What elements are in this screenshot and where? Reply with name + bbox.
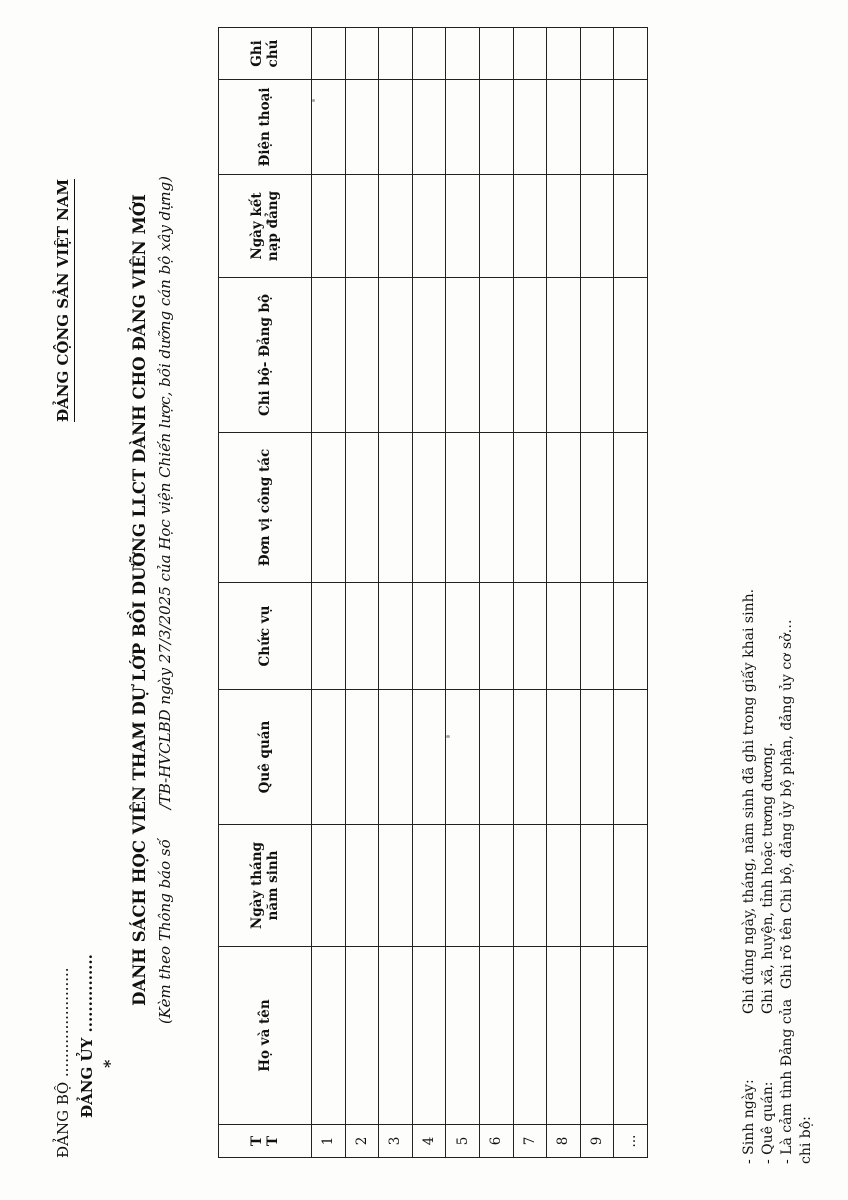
empty-cell	[412, 175, 446, 278]
empty-cell	[345, 947, 379, 1125]
subtitle-right: /TB-HVCLBD ngày 27/3/2025 của Học viện Chiến lược, bồi dưỡng cán bộ xây dựng)	[156, 175, 174, 810]
empty-cell	[345, 278, 379, 433]
student-list-table	[218, 27, 648, 1158]
row-number: 8	[547, 1125, 581, 1158]
empty-cell	[614, 825, 648, 947]
header-party-cell: Chi bộ- Đảng bộ	[219, 278, 312, 433]
party-name-heading	[54, 179, 72, 422]
empty-cell	[345, 80, 379, 175]
document-subtitle	[156, 0, 174, 1200]
empty-cell	[614, 947, 648, 1125]
empty-cell	[379, 28, 413, 80]
empty-cell	[379, 433, 413, 583]
empty-cell	[614, 80, 648, 175]
empty-cell	[547, 583, 581, 690]
empty-cell	[345, 28, 379, 80]
row-number: ...	[614, 1125, 648, 1158]
table-row	[479, 28, 513, 1158]
empty-cell	[547, 433, 581, 583]
empty-cell	[513, 947, 547, 1125]
empty-cell	[379, 278, 413, 433]
header-birth-date	[219, 825, 312, 947]
header-phone: Điện thoại	[219, 80, 312, 175]
table-row	[312, 28, 346, 1158]
empty-cell	[412, 825, 446, 947]
empty-cell	[513, 583, 547, 690]
empty-cell	[379, 80, 413, 175]
empty-cell	[345, 825, 379, 947]
empty-cell	[446, 825, 480, 947]
empty-cell	[312, 278, 346, 433]
row-number: 3	[379, 1125, 413, 1158]
empty-cell	[412, 947, 446, 1125]
footnotes	[740, 589, 816, 1164]
empty-cell	[479, 947, 513, 1125]
table-row	[412, 28, 446, 1158]
table-row	[513, 28, 547, 1158]
header-order-l2: T	[265, 1135, 281, 1147]
empty-cell	[446, 278, 480, 433]
empty-cell	[446, 690, 480, 825]
note-birth-date-text: Ghi đúng ngày, tháng, năm sinh đã ghi trong giấy khai sinh.	[741, 588, 757, 1014]
empty-cell	[580, 583, 614, 690]
empty-cell	[479, 80, 513, 175]
header-position: Chức vụ	[219, 583, 312, 690]
note-hometown	[759, 589, 778, 1164]
document-title: DANH SÁCH HỌC VIÊN THAM DỰ LỚP BỒI DƯỠNG LLCT DÀNH CHO ĐẢNG VIÊN MỚI	[130, 194, 149, 1006]
empty-cell	[513, 175, 547, 278]
empty-cell	[580, 947, 614, 1125]
empty-cell	[479, 583, 513, 690]
empty-cell	[446, 433, 480, 583]
row-number: 1	[312, 1125, 346, 1158]
empty-cell	[614, 690, 648, 825]
empty-cell	[479, 278, 513, 433]
table-row	[345, 28, 379, 1158]
header-admission-date-l1: Ngày kết	[249, 192, 265, 260]
empty-cell	[479, 28, 513, 80]
empty-cell	[479, 690, 513, 825]
empty-cell	[580, 175, 614, 278]
empty-cell	[412, 278, 446, 433]
empty-cell	[513, 278, 547, 433]
note-hometown-label: - Quê quán:	[760, 1081, 776, 1164]
empty-cell	[547, 947, 581, 1125]
empty-cell	[379, 583, 413, 690]
empty-cell	[614, 28, 648, 80]
header-hometown: Quê quán	[219, 690, 312, 825]
empty-cell	[312, 28, 346, 80]
empty-cell	[312, 80, 346, 175]
empty-cell	[312, 690, 346, 825]
note-hometown-text: Ghi xã, huyện, tỉnh hoặc tương đương.	[760, 742, 776, 1014]
empty-cell	[312, 825, 346, 947]
party-name-text: ĐẢNG CỘNG SẢN VIỆT NAM	[54, 179, 75, 422]
empty-cell	[513, 690, 547, 825]
empty-cell	[446, 28, 480, 80]
row-number: 9	[580, 1125, 614, 1158]
note-sympathizer-label: - Là cảm tình Đảng của chi bộ:	[779, 998, 814, 1164]
header-full-name: Họ và tên	[219, 947, 312, 1125]
table-header-row	[219, 28, 312, 1158]
empty-cell	[345, 433, 379, 583]
row-number: 7	[513, 1125, 547, 1158]
empty-cell	[513, 28, 547, 80]
empty-cell	[412, 28, 446, 80]
scan-speck	[446, 735, 450, 738]
note-sympathizer-text: Ghi rõ tên Chi bộ, đảng ủy bộ phận, đảng ủy cơ sở…	[779, 619, 795, 989]
empty-cell	[412, 80, 446, 175]
table-row	[379, 28, 413, 1158]
header-admission-date	[219, 175, 312, 278]
subtitle-left: (Kèm theo Thông báo số	[156, 839, 174, 1025]
empty-cell	[412, 433, 446, 583]
empty-cell	[379, 690, 413, 825]
empty-cell	[479, 825, 513, 947]
table-row	[446, 28, 480, 1158]
empty-cell	[446, 175, 480, 278]
header-birth-date-l1: Ngày tháng	[249, 841, 265, 930]
row-number: 5	[446, 1125, 480, 1158]
empty-cell	[379, 825, 413, 947]
empty-cell	[580, 278, 614, 433]
empty-cell	[379, 175, 413, 278]
empty-cell	[614, 583, 648, 690]
table-row	[547, 28, 581, 1158]
row-number: 2	[345, 1125, 379, 1158]
empty-cell	[345, 175, 379, 278]
empty-cell	[312, 175, 346, 278]
empty-cell	[580, 825, 614, 947]
empty-cell	[580, 433, 614, 583]
empty-cell	[479, 175, 513, 278]
empty-cell	[547, 80, 581, 175]
note-sympathizer	[778, 589, 816, 1164]
empty-cell	[614, 433, 648, 583]
note-birth-date	[740, 589, 759, 1164]
empty-cell	[547, 278, 581, 433]
header-order	[219, 1125, 312, 1158]
header-notes: Ghi chú	[219, 28, 312, 80]
scan-speck	[312, 99, 315, 102]
empty-cell	[614, 175, 648, 278]
empty-cell	[379, 947, 413, 1125]
table-row	[580, 28, 614, 1158]
empty-cell	[580, 690, 614, 825]
empty-cell	[345, 690, 379, 825]
header-order-l1: T	[249, 1135, 265, 1147]
empty-cell	[614, 278, 648, 433]
empty-cell	[479, 433, 513, 583]
empty-cell	[446, 583, 480, 690]
empty-cell	[345, 583, 379, 690]
empty-cell	[312, 583, 346, 690]
empty-cell	[547, 28, 581, 80]
empty-cell	[446, 947, 480, 1125]
empty-cell	[412, 583, 446, 690]
empty-cell	[412, 690, 446, 825]
party-committee-line: ĐẢNG BỘ .......................	[54, 967, 72, 1158]
empty-cell	[312, 433, 346, 583]
empty-cell	[513, 825, 547, 947]
empty-cell	[446, 80, 480, 175]
empty-cell	[580, 28, 614, 80]
note-birth-date-label: - Sinh ngày:	[741, 1079, 757, 1164]
empty-cell	[580, 80, 614, 175]
header-birth-date-l2: năm sinh	[265, 850, 281, 921]
empty-cell	[547, 175, 581, 278]
empty-cell	[513, 433, 547, 583]
empty-cell	[547, 690, 581, 825]
empty-cell	[312, 947, 346, 1125]
party-board-line: ĐẢNG ỦY ...............	[78, 954, 96, 1118]
row-number: 4	[412, 1125, 446, 1158]
row-number: 6	[479, 1125, 513, 1158]
empty-cell	[513, 80, 547, 175]
header-work-unit: Đơn vị công tác	[219, 433, 312, 583]
empty-cell	[547, 825, 581, 947]
header-admission-date-l2: nạp đảng	[265, 190, 281, 262]
header-star: *	[100, 1059, 119, 1068]
table-row	[614, 28, 648, 1158]
